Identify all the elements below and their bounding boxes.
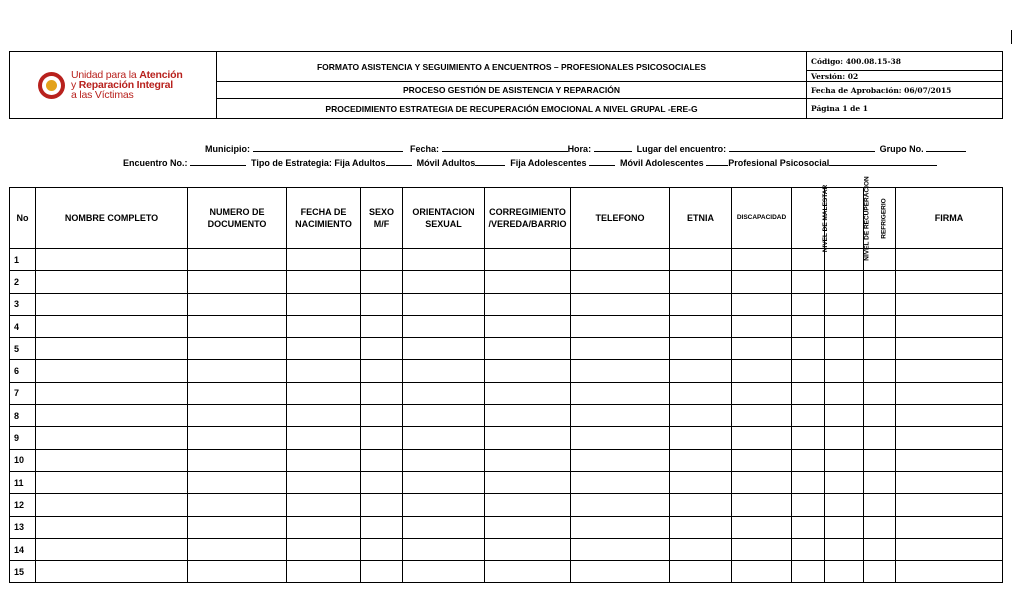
table-cell[interactable] bbox=[287, 293, 361, 315]
table-cell[interactable] bbox=[571, 516, 670, 538]
table-cell[interactable] bbox=[864, 360, 896, 382]
table-cell[interactable] bbox=[670, 494, 732, 516]
pagina: Página 1 de 1 bbox=[807, 99, 1003, 119]
table-cell[interactable] bbox=[361, 382, 403, 404]
table-cell[interactable] bbox=[403, 338, 485, 360]
table-cell[interactable] bbox=[896, 249, 1003, 271]
table-row bbox=[10, 494, 1003, 516]
table-cell[interactable] bbox=[485, 405, 571, 427]
table-cell[interactable] bbox=[485, 360, 571, 382]
table-cell[interactable] bbox=[403, 561, 485, 583]
table-cell[interactable] bbox=[792, 516, 825, 538]
fija-adolescentes-label: Fija Adolescentes bbox=[510, 158, 587, 168]
info-line-2 bbox=[123, 157, 937, 168]
table-cell[interactable] bbox=[361, 315, 403, 337]
table-cell[interactable] bbox=[571, 538, 670, 560]
lugar-field[interactable] bbox=[729, 143, 875, 152]
table-cell[interactable] bbox=[36, 338, 188, 360]
table-cell[interactable] bbox=[571, 405, 670, 427]
movil-adultos-label: Móvil Adultos bbox=[416, 158, 476, 168]
table-cell[interactable] bbox=[571, 494, 670, 516]
row-number: 11 bbox=[10, 471, 36, 493]
table-cell[interactable] bbox=[864, 382, 896, 404]
table-cell[interactable] bbox=[670, 405, 732, 427]
col-corregimiento: CORREGIMIENTO /VEREDA/BARRIO bbox=[485, 188, 571, 249]
table-cell[interactable] bbox=[287, 338, 361, 360]
encuentro-field[interactable] bbox=[190, 157, 246, 166]
encuentro-label: Encuentro No.: bbox=[123, 158, 188, 168]
table-cell[interactable] bbox=[571, 315, 670, 337]
table-cell[interactable] bbox=[792, 561, 825, 583]
table-cell[interactable] bbox=[403, 405, 485, 427]
table-cell[interactable] bbox=[732, 338, 792, 360]
table-cell[interactable] bbox=[287, 494, 361, 516]
table-row bbox=[10, 293, 1003, 315]
table-cell[interactable] bbox=[825, 360, 864, 382]
table-cell[interactable] bbox=[188, 471, 287, 493]
table-cell[interactable] bbox=[287, 516, 361, 538]
table-cell[interactable] bbox=[732, 494, 792, 516]
table-cell[interactable] bbox=[571, 293, 670, 315]
table-cell[interactable] bbox=[825, 516, 864, 538]
table-cell[interactable] bbox=[571, 561, 670, 583]
table-cell[interactable] bbox=[287, 449, 361, 471]
table-cell[interactable] bbox=[571, 382, 670, 404]
table-cell[interactable] bbox=[36, 271, 188, 293]
table-cell[interactable] bbox=[864, 338, 896, 360]
table-cell[interactable] bbox=[361, 538, 403, 560]
table-cell[interactable] bbox=[188, 449, 287, 471]
table-cell[interactable] bbox=[732, 516, 792, 538]
table-row bbox=[10, 471, 1003, 493]
table-cell[interactable] bbox=[864, 271, 896, 293]
table-cell[interactable] bbox=[732, 249, 792, 271]
table-cell[interactable] bbox=[792, 538, 825, 560]
table-cell[interactable] bbox=[403, 360, 485, 382]
table-cell[interactable] bbox=[188, 405, 287, 427]
table-cell[interactable] bbox=[287, 360, 361, 382]
table-cell[interactable] bbox=[361, 405, 403, 427]
version: Versión: 02 bbox=[807, 71, 1003, 82]
table-cell[interactable] bbox=[896, 471, 1003, 493]
table-cell[interactable] bbox=[287, 538, 361, 560]
table-cell[interactable] bbox=[670, 271, 732, 293]
table-cell[interactable] bbox=[825, 405, 864, 427]
table-cell[interactable] bbox=[792, 315, 825, 337]
table-row bbox=[10, 427, 1003, 449]
table-cell[interactable] bbox=[792, 360, 825, 382]
table-cell[interactable] bbox=[864, 561, 896, 583]
grupo-label: Grupo No. bbox=[879, 144, 924, 154]
table-cell[interactable] bbox=[36, 315, 188, 337]
process-title: PROCESO GESTIÓN DE ASISTENCIA Y REPARACIÓN bbox=[217, 82, 807, 99]
table-cell[interactable] bbox=[825, 382, 864, 404]
table-cell[interactable] bbox=[403, 538, 485, 560]
col-orientacion: ORIENTACION SEXUAL bbox=[403, 188, 485, 249]
table-cell[interactable] bbox=[36, 382, 188, 404]
col-no: No bbox=[10, 188, 36, 249]
table-cell[interactable] bbox=[36, 293, 188, 315]
tipo-estrategia-label: Tipo de Estrategia: Fija Adultos bbox=[251, 158, 386, 168]
table-cell[interactable] bbox=[403, 449, 485, 471]
row-number: 7 bbox=[10, 382, 36, 404]
table-cell[interactable] bbox=[188, 538, 287, 560]
row-number: 12 bbox=[10, 494, 36, 516]
codigo: Código: 400.08.15-38 bbox=[807, 52, 1003, 71]
table-cell[interactable] bbox=[403, 471, 485, 493]
table-row bbox=[10, 382, 1003, 404]
text-cursor bbox=[1011, 30, 1012, 44]
table-cell[interactable] bbox=[896, 271, 1003, 293]
table-cell[interactable] bbox=[825, 293, 864, 315]
row-number: 2 bbox=[10, 271, 36, 293]
hora-label: Hora: bbox=[567, 144, 592, 154]
table-cell[interactable] bbox=[571, 471, 670, 493]
table-row bbox=[10, 271, 1003, 293]
table-cell[interactable] bbox=[188, 516, 287, 538]
logo-text: Unidad para la Atención y Reparación Integral a las Víctimas bbox=[71, 69, 183, 101]
grupo-field[interactable] bbox=[926, 143, 966, 152]
table-cell[interactable] bbox=[864, 293, 896, 315]
col-sexo: SEXO M/F bbox=[361, 188, 403, 249]
table-row bbox=[10, 538, 1003, 560]
table-cell[interactable] bbox=[403, 494, 485, 516]
table-cell[interactable] bbox=[36, 538, 188, 560]
table-row bbox=[10, 249, 1003, 271]
table-cell[interactable] bbox=[36, 516, 188, 538]
table-cell[interactable] bbox=[864, 516, 896, 538]
table-cell[interactable] bbox=[896, 538, 1003, 560]
table-cell[interactable] bbox=[825, 449, 864, 471]
row-number: 5 bbox=[10, 338, 36, 360]
table-cell[interactable] bbox=[188, 338, 287, 360]
table-cell[interactable] bbox=[732, 271, 792, 293]
table-cell[interactable] bbox=[792, 427, 825, 449]
table-cell[interactable] bbox=[792, 449, 825, 471]
row-number: 3 bbox=[10, 293, 36, 315]
table-cell[interactable] bbox=[571, 249, 670, 271]
table-cell[interactable] bbox=[864, 471, 896, 493]
table-cell[interactable] bbox=[361, 271, 403, 293]
table-cell[interactable] bbox=[361, 427, 403, 449]
table-cell[interactable] bbox=[287, 405, 361, 427]
table-cell[interactable] bbox=[361, 249, 403, 271]
movil-adultos-field[interactable] bbox=[475, 157, 505, 166]
municipio-label: Municipio: bbox=[205, 144, 250, 154]
table-cell[interactable] bbox=[361, 561, 403, 583]
table-cell[interactable] bbox=[670, 382, 732, 404]
table-cell[interactable] bbox=[361, 516, 403, 538]
logo-cell bbox=[10, 52, 217, 119]
table-cell[interactable] bbox=[670, 338, 732, 360]
table-cell[interactable] bbox=[792, 405, 825, 427]
table-cell[interactable] bbox=[825, 561, 864, 583]
table-cell[interactable] bbox=[361, 293, 403, 315]
table-cell[interactable] bbox=[361, 471, 403, 493]
row-number: 4 bbox=[10, 315, 36, 337]
table-cell[interactable] bbox=[403, 427, 485, 449]
table-cell[interactable] bbox=[896, 561, 1003, 583]
col-nombre: NOMBRE COMPLETO bbox=[36, 188, 188, 249]
table-cell[interactable] bbox=[571, 449, 670, 471]
table-row bbox=[10, 315, 1003, 337]
table-cell[interactable] bbox=[732, 293, 792, 315]
row-number: 10 bbox=[10, 449, 36, 471]
table-cell[interactable] bbox=[188, 427, 287, 449]
info-line-1 bbox=[205, 143, 966, 154]
table-cell[interactable] bbox=[485, 494, 571, 516]
table-cell[interactable] bbox=[188, 271, 287, 293]
table-cell[interactable] bbox=[670, 293, 732, 315]
table-cell[interactable] bbox=[864, 538, 896, 560]
table-cell[interactable] bbox=[36, 360, 188, 382]
document-header bbox=[9, 51, 1003, 119]
movil-adolescentes-label: Móvil Adolescentes bbox=[620, 158, 704, 168]
table-cell[interactable] bbox=[670, 427, 732, 449]
table-cell[interactable] bbox=[825, 315, 864, 337]
table-cell[interactable] bbox=[36, 249, 188, 271]
table-row bbox=[10, 449, 1003, 471]
table-cell[interactable] bbox=[188, 315, 287, 337]
table-cell[interactable] bbox=[361, 494, 403, 516]
profesional-label: Profesional Psicosocial bbox=[728, 158, 830, 168]
fija-adultos-field[interactable] bbox=[386, 157, 412, 166]
table-cell[interactable] bbox=[670, 471, 732, 493]
table-cell[interactable] bbox=[485, 293, 571, 315]
table-cell[interactable] bbox=[485, 516, 571, 538]
table-cell[interactable] bbox=[36, 405, 188, 427]
table-cell[interactable] bbox=[732, 427, 792, 449]
table-cell[interactable] bbox=[670, 249, 732, 271]
table-cell[interactable] bbox=[485, 315, 571, 337]
table-cell[interactable] bbox=[188, 494, 287, 516]
unidad-victimas-logo bbox=[10, 70, 216, 100]
table-cell[interactable] bbox=[670, 449, 732, 471]
table-cell[interactable] bbox=[36, 471, 188, 493]
table-cell[interactable] bbox=[188, 360, 287, 382]
row-number: 1 bbox=[10, 249, 36, 271]
table-cell[interactable] bbox=[896, 382, 1003, 404]
table-cell[interactable] bbox=[792, 249, 825, 271]
col-nivel-malestar: NIVEL DE MALESTAR bbox=[792, 188, 825, 249]
table-cell[interactable] bbox=[361, 338, 403, 360]
table-cell[interactable] bbox=[287, 315, 361, 337]
fecha-label: Fecha: bbox=[410, 144, 440, 154]
procedure-title: PROCEDIMIENTO ESTRATEGIA DE RECUPERACIÓN EMOCIONAL A NIVEL GRUPAL -ERE-G bbox=[217, 99, 807, 119]
table-cell[interactable] bbox=[188, 249, 287, 271]
col-fecha-nacimiento: FECHA DE NACIMIENTO bbox=[287, 188, 361, 249]
table-cell[interactable] bbox=[825, 249, 864, 271]
form-title: FORMATO ASISTENCIA Y SEGUIMIENTO A ENCUENTROS – PROFESIONALES PSICOSOCIALES bbox=[217, 52, 807, 82]
table-cell[interactable] bbox=[287, 561, 361, 583]
table-row bbox=[10, 561, 1003, 583]
col-telefono: TELEFONO bbox=[571, 188, 670, 249]
table-cell[interactable] bbox=[287, 382, 361, 404]
table-cell[interactable] bbox=[896, 516, 1003, 538]
table-cell[interactable] bbox=[485, 427, 571, 449]
table-cell[interactable] bbox=[732, 360, 792, 382]
table-row bbox=[10, 360, 1003, 382]
col-discapacidad: DISCAPACIDAD bbox=[732, 188, 792, 249]
table-cell[interactable] bbox=[732, 471, 792, 493]
table-cell[interactable] bbox=[403, 516, 485, 538]
col-firma: FIRMA bbox=[896, 188, 1003, 249]
hora-field[interactable] bbox=[594, 143, 632, 152]
table-cell[interactable] bbox=[896, 405, 1003, 427]
table-cell[interactable] bbox=[485, 538, 571, 560]
table-cell[interactable] bbox=[825, 271, 864, 293]
table-cell[interactable] bbox=[896, 338, 1003, 360]
table-cell[interactable] bbox=[896, 315, 1003, 337]
row-number: 8 bbox=[10, 405, 36, 427]
table-cell[interactable] bbox=[896, 494, 1003, 516]
table-cell[interactable] bbox=[896, 449, 1003, 471]
row-number: 14 bbox=[10, 538, 36, 560]
table-cell[interactable] bbox=[188, 561, 287, 583]
table-cell[interactable] bbox=[792, 494, 825, 516]
coat-of-arms-icon bbox=[38, 72, 65, 99]
table-cell[interactable] bbox=[361, 360, 403, 382]
table-cell[interactable] bbox=[36, 494, 188, 516]
profesional-field[interactable] bbox=[829, 157, 937, 166]
table-row bbox=[10, 516, 1003, 538]
table-cell[interactable] bbox=[670, 360, 732, 382]
table-row bbox=[10, 338, 1003, 360]
table-cell[interactable] bbox=[571, 271, 670, 293]
fija-adolescentes-field[interactable] bbox=[589, 157, 615, 166]
table-cell[interactable] bbox=[670, 516, 732, 538]
table-cell[interactable] bbox=[864, 315, 896, 337]
table-cell[interactable] bbox=[732, 382, 792, 404]
table-cell[interactable] bbox=[732, 561, 792, 583]
table-cell[interactable] bbox=[485, 249, 571, 271]
col-refrigerio: REFRIGERIO bbox=[864, 188, 896, 249]
table-row bbox=[10, 405, 1003, 427]
table-cell[interactable] bbox=[485, 561, 571, 583]
table-cell[interactable] bbox=[571, 338, 670, 360]
table-cell[interactable] bbox=[485, 382, 571, 404]
table-body bbox=[10, 249, 1003, 583]
table-cell[interactable] bbox=[36, 449, 188, 471]
table-cell[interactable] bbox=[287, 271, 361, 293]
table-cell[interactable] bbox=[825, 338, 864, 360]
table-cell[interactable] bbox=[732, 538, 792, 560]
row-number: 13 bbox=[10, 516, 36, 538]
table-cell[interactable] bbox=[485, 338, 571, 360]
col-documento: NUMERO DE DOCUMENTO bbox=[188, 188, 287, 249]
table-cell[interactable] bbox=[485, 271, 571, 293]
table-cell[interactable] bbox=[792, 338, 825, 360]
municipio-field[interactable] bbox=[253, 143, 403, 152]
table-cell[interactable] bbox=[792, 293, 825, 315]
movil-adolescentes-field[interactable] bbox=[706, 157, 728, 166]
table-cell[interactable] bbox=[36, 561, 188, 583]
table-cell[interactable] bbox=[825, 471, 864, 493]
table-cell[interactable] bbox=[571, 360, 670, 382]
table-cell[interactable] bbox=[864, 405, 896, 427]
table-cell[interactable] bbox=[732, 315, 792, 337]
row-number: 6 bbox=[10, 360, 36, 382]
table-cell[interactable] bbox=[485, 449, 571, 471]
row-number: 15 bbox=[10, 561, 36, 583]
table-cell[interactable] bbox=[670, 538, 732, 560]
table-cell[interactable] bbox=[825, 427, 864, 449]
table-cell[interactable] bbox=[825, 494, 864, 516]
row-number: 9 bbox=[10, 427, 36, 449]
table-cell[interactable] bbox=[403, 271, 485, 293]
col-etnia: ETNIA bbox=[670, 188, 732, 249]
table-cell[interactable] bbox=[287, 471, 361, 493]
table-cell[interactable] bbox=[485, 471, 571, 493]
table-cell[interactable] bbox=[403, 382, 485, 404]
lugar-label: Lugar del encuentro: bbox=[636, 144, 727, 154]
table-cell[interactable] bbox=[403, 293, 485, 315]
table-cell[interactable] bbox=[403, 315, 485, 337]
table-cell[interactable] bbox=[732, 405, 792, 427]
attendance-table bbox=[9, 175, 1003, 583]
table-cell[interactable] bbox=[896, 293, 1003, 315]
table-cell[interactable] bbox=[571, 427, 670, 449]
table-cell[interactable] bbox=[287, 427, 361, 449]
table-cell[interactable] bbox=[287, 249, 361, 271]
table-cell[interactable] bbox=[864, 449, 896, 471]
table-cell[interactable] bbox=[188, 293, 287, 315]
table-cell[interactable] bbox=[188, 382, 287, 404]
table-cell[interactable] bbox=[792, 271, 825, 293]
table-cell[interactable] bbox=[896, 427, 1003, 449]
fecha-aprobacion: Fecha de Aprobación: 06/07/2015 bbox=[807, 82, 1003, 99]
table-cell[interactable] bbox=[36, 427, 188, 449]
table-cell[interactable] bbox=[792, 382, 825, 404]
table-cell[interactable] bbox=[864, 494, 896, 516]
table-cell[interactable] bbox=[896, 360, 1003, 382]
fecha-field[interactable] bbox=[442, 143, 568, 152]
table-cell[interactable] bbox=[670, 315, 732, 337]
table-cell[interactable] bbox=[825, 538, 864, 560]
col-nivel-recuperacion: NIVEL DE RECUPERACION bbox=[825, 188, 864, 249]
table-cell[interactable] bbox=[670, 561, 732, 583]
table-cell[interactable] bbox=[403, 249, 485, 271]
table-cell[interactable] bbox=[361, 449, 403, 471]
table-cell[interactable] bbox=[864, 427, 896, 449]
table-cell[interactable] bbox=[792, 471, 825, 493]
table-cell[interactable] bbox=[732, 449, 792, 471]
